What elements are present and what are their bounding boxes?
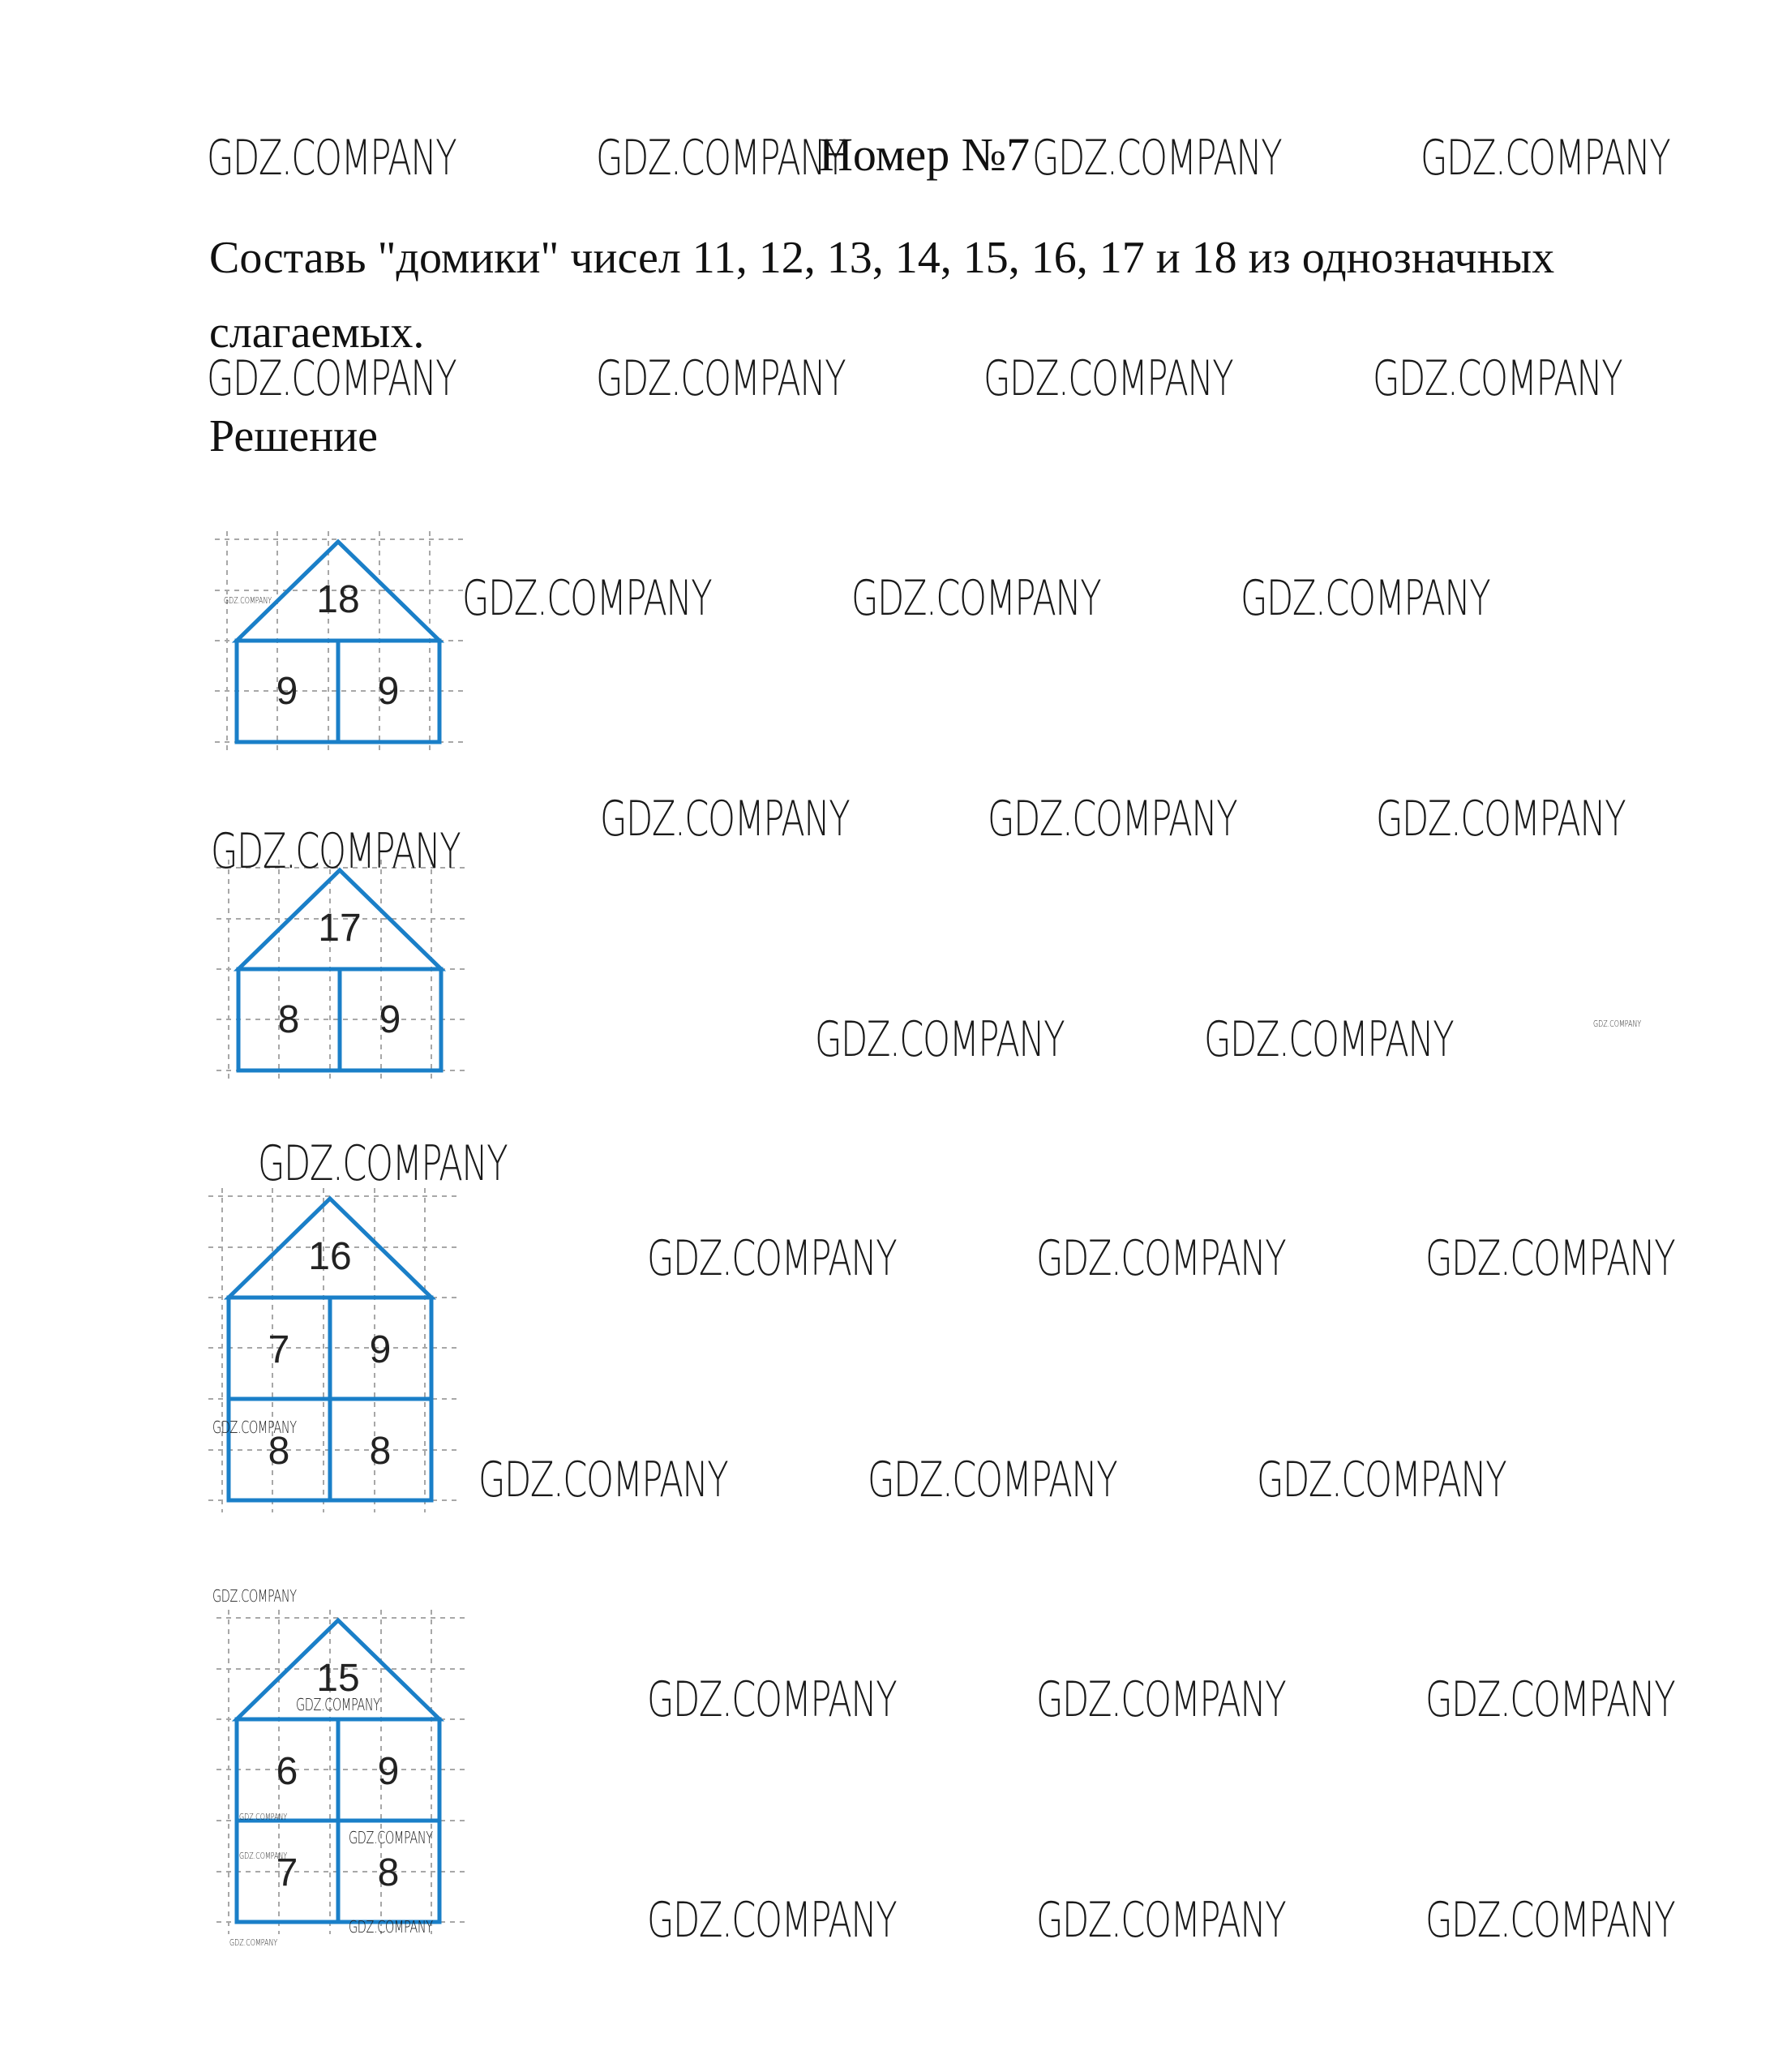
watermark: GDZ.COMPANY — [868, 1452, 1117, 1508]
watermark: GDZ.COMPANY — [1036, 1671, 1286, 1728]
watermark: GDZ.COMPANY — [1425, 1671, 1675, 1728]
watermark: GDZ.COMPANY — [239, 1812, 288, 1822]
watermark: GDZ.COMPANY — [207, 350, 456, 407]
watermark: GDZ.COMPANY — [229, 1937, 278, 1948]
house-cell-value: 9 — [369, 1328, 392, 1371]
watermark: GDZ.COMPANY — [1425, 1892, 1675, 1949]
watermark: GDZ.COMPANY — [815, 1011, 1065, 1068]
watermark: GDZ.COMPANY — [647, 1671, 897, 1728]
watermark: GDZ.COMPANY — [478, 1452, 728, 1508]
watermark: GDZ.COMPANY — [1373, 350, 1622, 407]
watermark: GDZ.COMPANY — [983, 350, 1233, 407]
solution-label: Решение — [209, 411, 379, 461]
watermark: GDZ.COMPANY — [1376, 791, 1626, 847]
house-roof-value: 15 — [316, 1657, 360, 1700]
house-cell-value: 9 — [377, 670, 400, 713]
house-cell-value: 9 — [276, 670, 298, 713]
task-text-line-1: Составь "домики" чисел 11, 12, 13, 14, 15, 16, 17 и 18 из однозначных — [209, 233, 1555, 283]
watermark: GDZ.COMPANY — [1257, 1452, 1506, 1508]
house-cell-value: 8 — [369, 1430, 392, 1473]
house-cell-value: 6 — [276, 1750, 298, 1793]
watermark: GDZ.COMPANY — [851, 570, 1101, 627]
watermark: GDZ.COMPANY — [349, 1917, 433, 1937]
house-roof-value: 16 — [308, 1235, 352, 1278]
watermark: GDZ.COMPANY — [207, 130, 456, 187]
house-drawing-15 — [212, 1598, 472, 1938]
house-cell-value: 7 — [268, 1328, 290, 1371]
number-house-16 — [204, 1176, 464, 1516]
watermark: GDZ.COMPANY — [462, 570, 712, 627]
watermark: GDZ.COMPANY — [1241, 570, 1490, 627]
watermark: GDZ.COMPANY — [988, 791, 1237, 847]
task-text-line-2: слагаемых. — [209, 307, 425, 358]
page-title: Номер №7 — [819, 128, 1031, 181]
house-cell-value: 8 — [377, 1851, 400, 1894]
watermark: GDZ.COMPANY — [212, 1586, 297, 1606]
house-cell-value: 9 — [379, 998, 401, 1041]
house-cell-value: 8 — [268, 1430, 290, 1473]
number-house-18 — [211, 519, 470, 754]
watermark: GDZ.COMPANY — [1032, 130, 1282, 187]
watermark: GDZ.COMPANY — [224, 595, 272, 606]
house-cell-value: 7 — [276, 1851, 298, 1894]
watermark: GDZ.COMPANY — [1425, 1230, 1675, 1287]
watermark: GDZ.COMPANY — [647, 1230, 897, 1287]
number-house-17 — [212, 847, 472, 1083]
watermark: GDZ.COMPANY — [1204, 1011, 1454, 1068]
number-house-15 — [212, 1598, 472, 1938]
watermark: GDZ.COMPANY — [1036, 1230, 1286, 1287]
house-roof-value: 17 — [318, 907, 362, 950]
watermark: GDZ.COMPANY — [1421, 130, 1670, 187]
house-drawing-16 — [204, 1176, 464, 1516]
watermark: GDZ.COMPANY — [258, 1135, 508, 1192]
house-cell-value: 9 — [377, 1750, 400, 1793]
house-drawing-18 — [211, 519, 470, 754]
watermark: GDZ.COMPANY — [239, 1851, 288, 1861]
watermark: GDZ.COMPANY — [596, 350, 846, 407]
house-cell-value: 8 — [277, 998, 300, 1041]
watermark: GDZ.COMPANY — [211, 823, 461, 880]
watermark: GDZ.COMPANY — [212, 1418, 297, 1437]
watermark: GDZ.COMPANY — [1036, 1892, 1286, 1949]
watermark: GDZ.COMPANY — [296, 1695, 380, 1714]
watermark: GDZ.COMPANY — [596, 130, 846, 187]
watermark: GDZ.COMPANY — [349, 1828, 433, 1847]
house-roof-value: 18 — [316, 578, 360, 621]
watermark: GDZ.COMPANY — [600, 791, 850, 847]
watermark: GDZ.COMPANY — [1593, 1019, 1642, 1029]
house-drawing-17 — [212, 847, 472, 1083]
watermark: GDZ.COMPANY — [647, 1892, 897, 1949]
